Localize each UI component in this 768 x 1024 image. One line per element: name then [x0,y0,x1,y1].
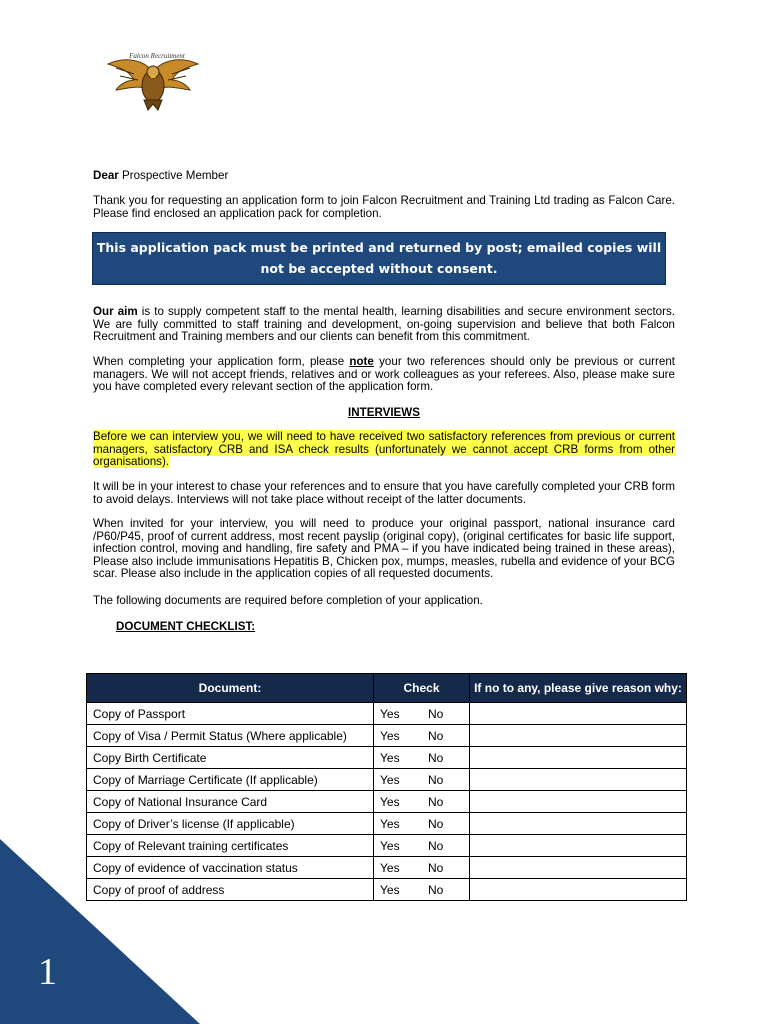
reason-cell[interactable] [470,835,687,857]
no-option[interactable]: No [428,794,444,809]
intro-paragraph [93,195,675,220]
corner-triangle [0,839,200,1024]
reason-cell[interactable] [470,857,687,879]
no-option[interactable]: No [428,882,444,897]
reason-cell[interactable] [470,769,687,791]
interviews-heading: INTERVIEWS [348,406,420,419]
yes-option[interactable]: Yes [380,728,400,743]
yes-option[interactable]: Yes [380,882,400,897]
banner-text: This application pack must be printed and returned by post; emailed copies will not be accepted without consent. [96,240,662,276]
intro-text: Thank you for requesting an application form to join Falcon Recruitment and Training Ltd trading as Falcon Care. Please find enclosed an application pack for completion. [93,194,675,220]
no-option[interactable]: No [428,706,444,721]
check-cell[interactable] [374,857,470,879]
yes-option[interactable]: Yes [380,794,400,809]
document-cell: Copy Birth Certificate [87,747,374,769]
document-cell: Copy of Driver’s license (If applicable) [87,813,374,835]
references-paragraph [93,356,675,394]
no-option[interactable]: No [428,772,444,787]
no-option[interactable]: No [428,750,444,765]
invited-paragraph [93,518,675,581]
document-cell: Copy of Passport [87,703,374,725]
header-document: Document: [87,674,374,703]
check-cell[interactable] [374,747,470,769]
reason-cell[interactable] [470,813,687,835]
yes-option[interactable]: Yes [380,860,400,875]
greeting-bold: Dear [93,169,119,182]
reason-cell[interactable] [470,879,687,901]
table-header-row [87,674,687,703]
logo-caption: Falcon Recruitment [129,52,185,60]
references-post: your two references should only be previous or current managers. We will not accept friends, relatives and or work colleagues as your referees. Also, please make sure you have completed every relevant section of the application form. [93,355,675,394]
no-option[interactable]: No [428,728,444,743]
aim-rest: is to supply competent staff to the mental health, learning disabilities and secure environment sectors. We are fully committed to staff training and development, on-going supervision and believe that both Falcon Recruitment and Training members and our clients can benefit from this commitment. [93,305,676,344]
reason-cell[interactable] [470,725,687,747]
greeting [93,170,675,183]
document-cell: Copy of Visa / Permit Status (Where applicable) [87,725,374,747]
check-cell[interactable] [374,813,470,835]
check-cell[interactable] [374,791,470,813]
header-reason: If no to any, please give reason why: [470,674,687,703]
yes-option[interactable]: Yes [380,706,400,721]
header-check: Check [374,674,470,703]
check-cell[interactable] [374,725,470,747]
no-option[interactable]: No [428,860,444,875]
reason-cell[interactable] [470,747,687,769]
references-pre: When completing your application form, please [93,355,350,368]
aim-bold: Our aim [93,305,138,318]
document-cell: Copy of evidence of vaccination status [87,857,374,879]
document-cell: Copy of proof of address [87,879,374,901]
no-option[interactable]: No [428,816,444,831]
document-cell: Copy of Relevant training certificates [87,835,374,857]
no-option[interactable]: No [428,838,444,853]
table-row [87,703,687,725]
following-paragraph [93,595,675,608]
table-row [87,813,687,835]
interest-text: It will be in your interest to chase your references and to ensure that you have carefully completed your CRB form to avoid delays. Interviews will not take place without receipt of the latter documents. [93,480,675,506]
falcon-logo [104,50,202,114]
check-cell[interactable] [374,703,470,725]
aim-paragraph [93,306,675,344]
table-row [87,791,687,813]
checklist-heading: DOCUMENT CHECKLIST: [116,620,256,633]
reason-cell[interactable] [470,791,687,813]
table-row [87,747,687,769]
following-text: The following documents are required before completion of your application. [93,594,483,607]
notice-banner [92,232,666,285]
check-cell[interactable] [374,879,470,901]
check-cell[interactable] [374,769,470,791]
yes-option[interactable]: Yes [380,750,400,765]
check-cell[interactable] [374,835,470,857]
page-number: 1 [38,951,57,993]
yes-option[interactable]: Yes [380,772,400,787]
yes-option[interactable]: Yes [380,838,400,853]
highlight-text: Before we can interview you, we will need to have received two satisfactory references from previous or current managers, satisfactory CRB and ISA check results (unfortunately we cannot accept CRB forms from other organisations). [93,430,675,469]
yes-option[interactable]: Yes [380,816,400,831]
greeting-rest: Prospective Member [118,169,229,182]
references-note: note [349,355,374,368]
highlight-paragraph [93,431,675,469]
document-cell: Copy of Marriage Certificate (If applicable) [87,769,374,791]
document-cell: Copy of National Insurance Card [87,791,374,813]
table-row [87,725,687,747]
invited-text: When invited for your interview, you will need to produce your original passport, national insurance card /P60/P45, proof of current address, most recent payslip (original copy), (original certificates for basic life support, infection control, moving and handling, fire safety and PMA – if you have indicated being trained in these areas), Please also include immunisations Hepatitis B, Chicken pox, mumps, measles, rubella and evidence of your BCG scar. Please also include in the application copies of all requested documents. [93,517,675,581]
interest-paragraph [93,481,675,506]
table-row [87,769,687,791]
reason-cell[interactable] [470,703,687,725]
